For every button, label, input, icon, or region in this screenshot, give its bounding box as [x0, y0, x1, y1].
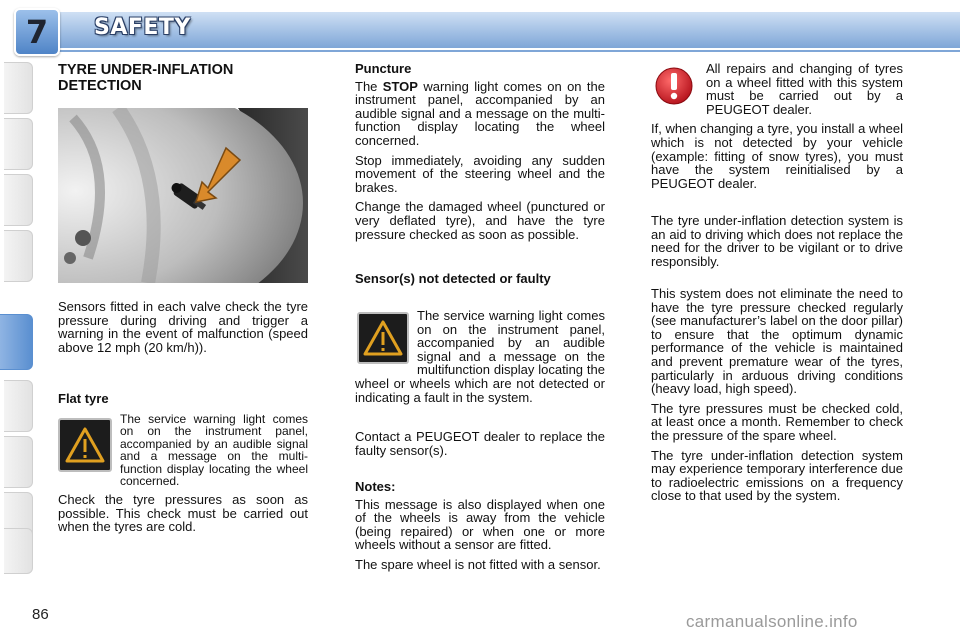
sensor-warning-paragraph: [355, 309, 605, 404]
repairs-paragraph: [651, 62, 903, 116]
sensor-fault-heading: Sensor(s) not detected or faulty: [355, 271, 551, 286]
section-title: SAFETY: [94, 15, 191, 40]
changing-paragraph: [651, 122, 903, 190]
chapter-tab[interactable]: [4, 62, 33, 114]
stop-immediately-paragraph: Stop immediately, avoiding any sudden movement of the steering wheel and the brakes.: [355, 152, 605, 195]
puncture-text-suffix: warning light comes on on the instrument panel, accompanied by an audible signal and a message on the multi-function display locating the wheel concerned.: [355, 78, 605, 148]
chapter-tab[interactable]: [4, 436, 33, 488]
warning-triangle-icon: [58, 418, 112, 472]
page-number: 86: [32, 606, 49, 623]
watermark: carmanualsonline.info: [686, 612, 858, 631]
eliminate-paragraph: This system does not eliminate the need to have the tyre pressure checked regularly (see manufacturer’s label on the door pillar) to ensure that the optimum dynamic performance of the vehicle is maintained and prevent premature wear of the tyres, particularly in arduous driving conditions (heavy load, high speed).: [651, 286, 903, 397]
notes-heading: Notes:: [355, 479, 396, 494]
chapter-tab[interactable]: [4, 380, 33, 432]
cold-check-paragraph: The tyre pressures must be checked cold, at least once a month. Remember to check the pressure of the spare wheel.: [651, 400, 903, 443]
flat-tyre-warning: The service warning light comes on on the instrument panel, accompanied by an audible signal and a message on the multi-function display locating the wheel concerned.: [120, 412, 308, 489]
stop-word: STOP: [382, 78, 418, 94]
interference-paragraph: The tyre under-inflation detection system may experience temporary interference due to radioelectric emissions on a frequency close to that used by the system.: [651, 447, 903, 504]
spare-wheel-paragraph: The spare wheel is not fitted with a sensor.: [355, 556, 601, 572]
chapter-tab[interactable]: [4, 174, 33, 226]
icon-spacer: [651, 62, 706, 112]
aid-paragraph: The tyre under-inflation detection system is an aid to driving which does not replace the need for the driver to be vigilant or to drive responsibly.: [651, 213, 903, 269]
puncture-text-prefix: The: [355, 78, 383, 94]
icon-spacer: [355, 309, 417, 367]
flat-tyre-heading: Flat tyre: [58, 391, 109, 406]
chapter-tab[interactable]: [4, 528, 33, 574]
chapter-badge: [14, 8, 60, 56]
chapter-tab[interactable]: [4, 230, 33, 282]
sensor-warning-text: The service warning light comes on on the instrument panel, accompanied by an audible signal and a message on the multifunction display locating the wheel or wheels which are not detected or indicating a fault in the system.: [355, 308, 605, 405]
chapter-number: 7: [25, 13, 49, 51]
puncture-paragraph: [355, 80, 605, 148]
header-rule: [40, 50, 960, 52]
puncture-heading: Puncture: [355, 61, 412, 76]
change-wheel-paragraph: Change the damaged wheel (punctured or very deflated tyre), and have the tyre pressure checked as soon as possible.: [355, 199, 605, 242]
notes-paragraph: This message is also displayed when one of the wheels is away from the vehicle (being repaired) or when one or more wheels without a sensor are fitted.: [355, 496, 605, 553]
wheel-valve-photo: [58, 108, 308, 283]
contact-dealer-paragraph: Contact a PEUGEOT dealer to replace the faulty sensor(s).: [355, 429, 605, 458]
page-title: TYRE UNDER-INFLATION DETECTION: [58, 62, 234, 94]
sensors-paragraph: Sensors fitted in each valve check the tyre pressure during driving and trigger a warning in the event of malfunction (speed above 12 mph (20 km/h)).: [58, 299, 308, 355]
flat-tyre-check: Check the tyre pressures as soon as possible. This check must be carried out when the tyres are cold.: [58, 492, 308, 535]
chapter-tab-strip: [0, 62, 34, 580]
changing-text: If, when changing a tyre, you install a wheel which is not detected by your vehicle (example: fitting of snow tyres), you must have the system reinitialised by a PEUGEOT dealer.: [651, 121, 903, 191]
chapter-tab-active[interactable]: [0, 314, 33, 370]
repairs-text: All repairs and changing of tyres on a wheel fitted with this system must be carried out by a PEUGEOT dealer.: [706, 61, 903, 117]
chapter-tab[interactable]: [4, 118, 33, 170]
